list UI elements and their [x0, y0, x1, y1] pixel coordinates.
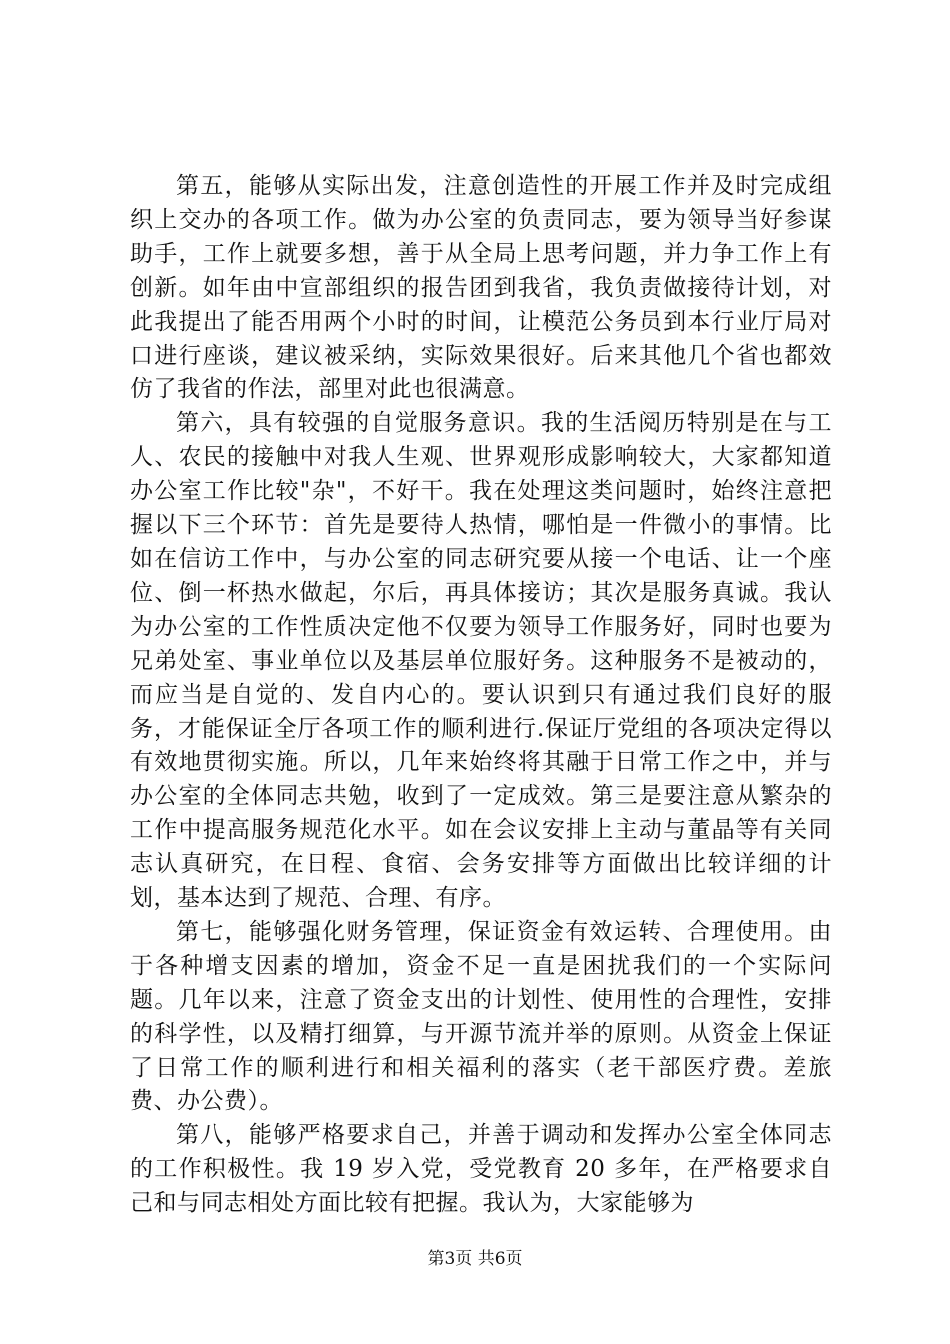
paragraph-eighth: 第八，能够严格要求自己，并善于调动和发挥办公室全体同志的工作积极性。我 19 岁入党，受党教育 20 多年，在严格要求自己和与同志相处方面比较有把握。我认为，大家能够为 [130, 1122, 832, 1217]
paragraph-seventh: 第七，能够强化财务管理，保证资金有效运转、合理使用。由于各种增支因素的增加，资金不足一直是困扰我们的一个实际问题。几年以来，注意了资金支出的计划性、使用性的合理性，安排的科学性，以及精打细算，与开源节流并举的原则。从资金上保证了日常工作的顺利进行和相关福利的落实（老干部医疗费。差旅费、办公费）。 [130, 918, 832, 1115]
document-body [130, 170, 832, 1221]
paragraph-fifth: 第五，能够从实际出发，注意创造性的开展工作并及时完成组织上交办的各项工作。做为办公室的负责同志，要为领导当好参谋助手，工作上就要多想，善于从全局上思考问题，并力争工作上有创新。如年由中宣部组织的报告团到我省，我负责做接待计划，对此我提出了能否用两个小时的时间，让模范公务员到本行业厅局对口进行座谈，建议被采纳，实际效果很好。后来其他几个省也都效仿了我省的作法，部里对此也很满意。 [130, 173, 832, 403]
paragraph-sixth: 第六，具有较强的自觉服务意识。我的生活阅历特别是在与工人、农民的接触中对我人生观、世界观形成影响较大，大家都知道办公室工作比较"杂"，不好干。我在处理这类问题时，始终注意把握以下三个环节：首先是要待人热情，哪怕是一件微小的事情。比如在信访工作中，与办公室的同志研究要从接一个电话、让一个座位、倒一杯热水做起，尔后，再具体接访；其次是服务真诚。我认为办公室的工作性质决定他不仅要为领导工作服务好，同时也要为兄弟处室、事业单位以及基层单位服好务。这种服务不是被动的，而应当是自觉的、发自内心的。要认识到只有通过我们良好的服务，才能保证全厅各项工作的顺利进行.保证厅党组的各项决定得以有效地贯彻实施。所以，几年来始终将其融于日常工作之中，并与办公室的全体同志共勉，收到了一定成效。第三是要注意从繁杂的工作中提高服务规范化水平。如在会议安排上主动与董晶等有关同志认真研究，在日程、食宿、会务安排等方面做出比较详细的计划，基本达到了规范、合理、有序。 [130, 410, 832, 912]
page-number-footer: 第3页 共6页 [427, 1249, 523, 1269]
